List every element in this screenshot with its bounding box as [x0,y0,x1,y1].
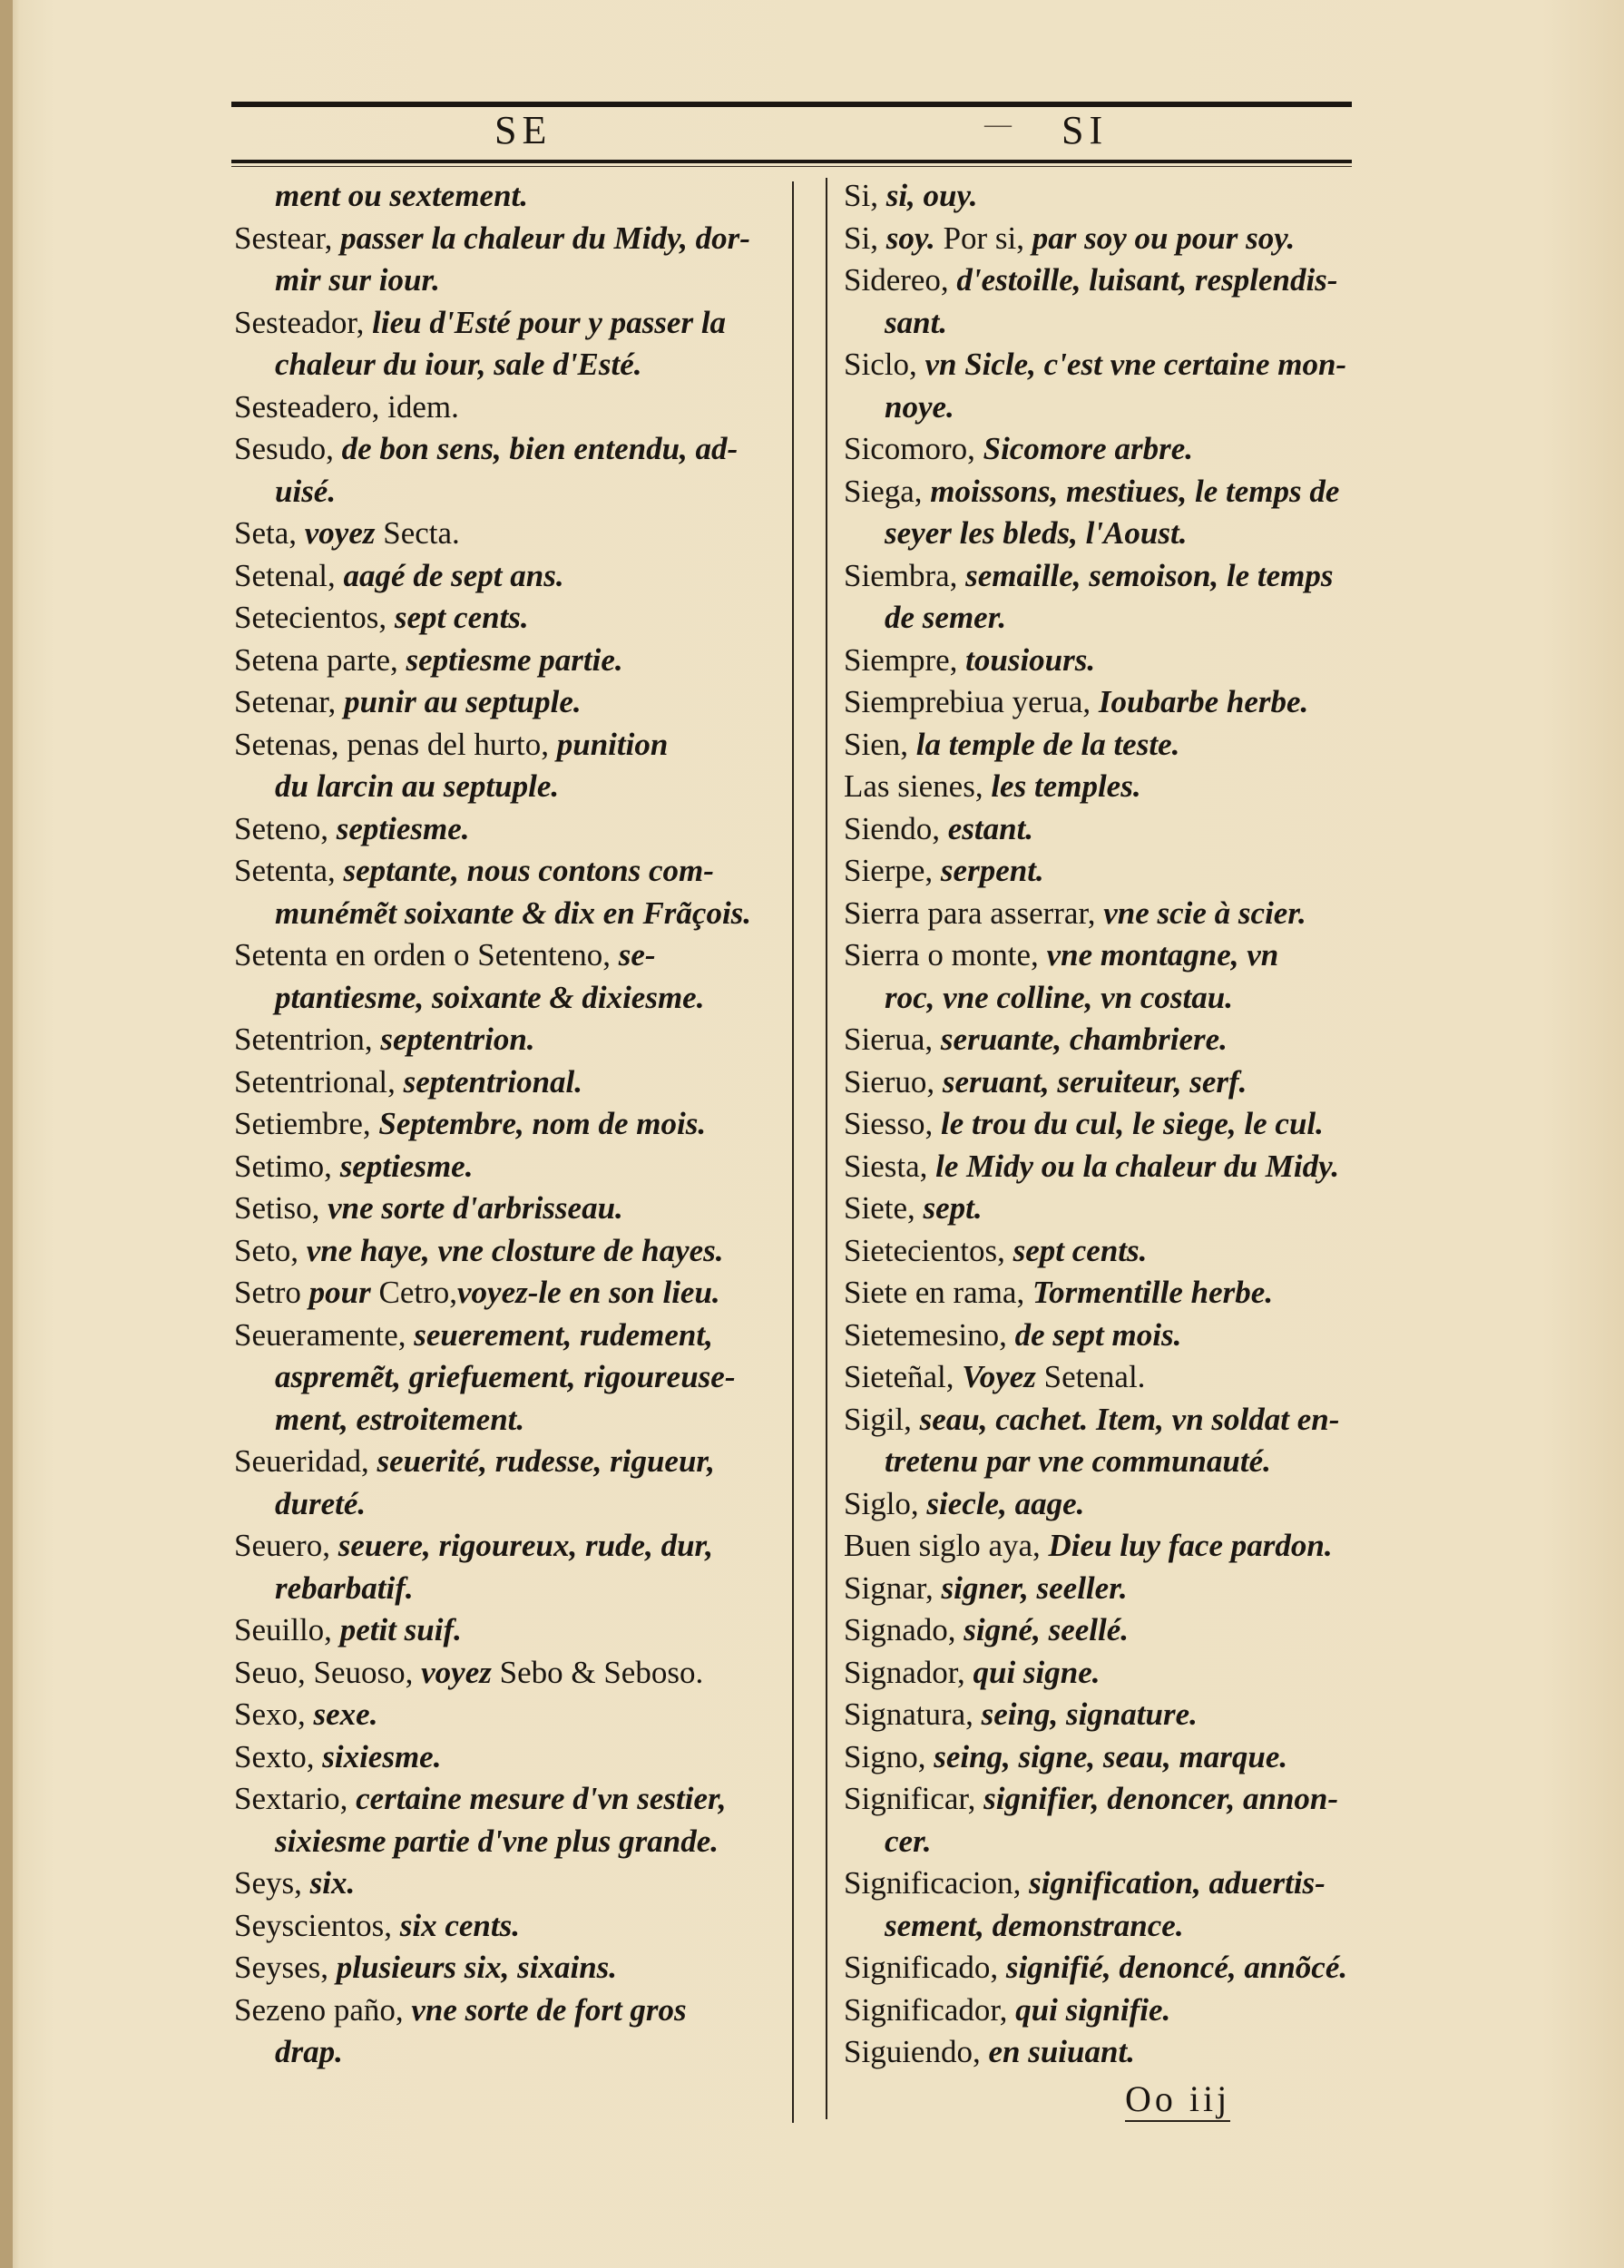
definition: certaine mesure d'vn sestier, [356,1781,727,1816]
definition: Septembre, nom de mois. [378,1106,707,1141]
definition: septiesme partie. [406,641,623,678]
headword: Siete en rama, [844,1275,1032,1310]
dictionary-entry [844,1736,1397,1779]
headword: Setentrional, [234,1063,404,1100]
running-head-right: SI [1061,108,1109,152]
headword-extra: Por si, [934,220,1032,256]
definition: semaille, semoison, le temps [965,557,1334,593]
definition: du larcin au septuple. [275,768,560,804]
definition: septentrional. [403,1063,583,1100]
definition: voyez [304,515,376,551]
definition: sixiesme. [322,1738,442,1774]
entry-continuation [844,977,1397,1020]
headword: Setiso, [234,1190,328,1226]
headword: Seto, [234,1232,307,1268]
headword: Seueridad, [234,1443,377,1479]
definition: vne haye, vne closture de hayes. [306,1232,724,1268]
definition: vne scie à scier. [1103,894,1306,931]
entry-continuation [234,175,789,218]
dictionary-entry [844,1568,1397,1610]
headword: Sierua, [844,1022,941,1057]
headword: Sien, [844,726,916,762]
entry-continuation [234,1356,789,1399]
dictionary-entry [234,1694,789,1736]
dictionary-entry [234,1315,789,1357]
definition: septante, nous contons com- [343,853,714,888]
definition: d'estoille, luisant, resplendis- [956,262,1338,298]
definition: de bon sens, bien entendu, ad- [341,431,739,466]
definition: sant. [885,304,948,340]
headword: Las sienes, [844,768,992,804]
headword: Signo, [844,1738,934,1774]
definition: noye. [885,388,954,425]
dictionary-entry [234,640,789,682]
column-rule-left [792,181,794,2123]
headword: Sestear, [234,220,341,256]
headword: Sesudo, [234,431,342,466]
definition: chaleur du iour, sale d'Esté. [275,347,642,382]
entry-continuation [234,893,789,935]
dictionary-entry [234,1019,789,1061]
dictionary-entry [234,724,789,767]
headword: Siega, [844,473,931,509]
definition: punir au septuple. [344,684,582,719]
dictionary-entry [234,1947,789,1989]
dictionary-entry [234,1609,789,1652]
dictionary-entry [844,1230,1397,1273]
definition: six cents. [399,1907,520,1943]
definition: ment, estroitement. [275,1401,525,1437]
headword: Sexo, [234,1696,314,1732]
dictionary-entry [844,1019,1397,1061]
definition: se- [618,937,656,973]
headword: Seyses, [234,1950,337,1985]
headword: Sidereo, [844,262,957,298]
definition: de semer. [885,600,1007,635]
dictionary-entry [844,850,1397,893]
dictionary-entry [844,893,1397,935]
entry-continuation [844,302,1397,345]
dictionary-entry [844,1525,1397,1568]
headword: Sierpe, [844,853,941,888]
headword: Seuo, Seuoso, [234,1654,422,1690]
dictionary-entry [234,850,789,893]
right-column [844,175,1397,2074]
dictionary-entry [234,1441,789,1483]
headword: Sicomoro, [844,431,983,466]
header-rule-thin [231,166,1352,167]
definition: seing, signe, seau, marque. [934,1738,1288,1774]
definition: sixiesme partie d'vne plus grande. [275,1823,719,1859]
entry-continuation [234,1568,789,1610]
headword: Siesso, [844,1106,941,1141]
definition: la temple de la teste. [915,726,1180,762]
dictionary-entry [234,1272,789,1315]
signature-mark: Oo iij [1125,2078,1231,2119]
headword: Setena parte, [234,641,406,678]
definition: les temples. [991,768,1141,804]
definition: vne sorte d'arbrisseau. [328,1190,623,1226]
dictionary-entry [234,1103,789,1146]
definition: signifier, denoncer, annon- [983,1781,1339,1816]
definition: signification, aduertis- [1029,1865,1326,1901]
definition: Dieu luy face pardon. [1048,1528,1333,1563]
headword-extra: Sebo & Seboso. [491,1654,704,1690]
dictionary-entry [844,640,1397,682]
definition: sexe. [313,1696,378,1732]
dictionary-entry [844,344,1397,386]
definition: uisé. [275,473,337,509]
dictionary-entry [844,428,1397,471]
headword: Sesteador, [234,304,373,340]
headword: Siglo, [844,1485,927,1521]
definition: signer, seeller. [941,1569,1128,1606]
headword: Setenta en orden o Setenteno, [234,937,619,973]
dictionary-entry [844,1188,1397,1230]
definition: roc, vne colline, vn costau. [885,979,1233,1015]
headword: Sieruo, [844,1063,943,1100]
dictionary-entry [234,1736,789,1779]
definition: plusieurs six, sixains. [336,1950,618,1985]
definition: seuerement, rudement, [414,1316,713,1353]
definition: Tormentille herbe. [1032,1275,1274,1310]
header-rule-bottom [231,160,1352,163]
dictionary-entry [844,2031,1397,2074]
headword: Seyscientos, [234,1907,400,1943]
definition: punition [556,726,669,762]
headword: Signatura, [844,1696,982,1732]
headword: Seueramente, [234,1316,415,1353]
entry-continuation [844,513,1397,555]
headword: Sextario, [234,1781,357,1816]
dictionary-entry [234,1146,789,1188]
definition: sept. [923,1190,983,1226]
definition: serpent. [940,853,1044,888]
headword: Signar, [844,1569,942,1606]
dictionary-entry [844,1989,1397,2032]
headword: Siesta, [844,1148,936,1184]
headword: Sexto, [234,1738,323,1774]
headword: Siempre, [844,641,966,678]
definition: ment ou sextement. [275,178,529,213]
definition: septiesme. [336,810,470,846]
dictionary-entry [844,724,1397,767]
headword: Sieteñal, [844,1359,963,1394]
headword: Setiembre, [234,1106,379,1141]
definition: signifié, denoncé, annõcé. [1005,1950,1348,1985]
running-head-left: SE [494,108,553,152]
headword: Siembra, [844,557,966,593]
definition: mir sur iour. [275,262,440,298]
running-head-ornament: — [984,109,1012,139]
headword-extra: Setenal. [1035,1359,1146,1394]
definition-extra: voyez-le en son lieu. [457,1275,720,1310]
dictionary-entry [234,386,789,429]
definition: vn Sicle, c'est vne certaine mon- [925,347,1347,382]
definition: Sicomore arbre. [983,431,1193,466]
dictionary-entry [844,1609,1397,1652]
headword: Siclo, [844,347,925,382]
definition: tousiours. [965,641,1096,678]
entry-continuation [844,386,1397,429]
definition: le Midy ou la chaleur du Midy. [935,1148,1340,1184]
headword: Siendo, [844,810,948,846]
definition: de sept mois. [1014,1316,1182,1353]
entry-continuation [844,597,1397,640]
dictionary-entry [234,808,789,851]
definition: seruant, seruiteur, serf. [942,1063,1247,1100]
dictionary-entry [844,766,1397,808]
headword: Significado, [844,1950,1006,1985]
entry-continuation [234,1483,789,1526]
headword: Siemprebiua yerua, [844,684,1099,719]
definition: ptantiesme, soixante & dixiesme. [275,979,705,1015]
dictionary-entry [844,175,1397,218]
entry-continuation [844,1441,1397,1483]
dictionary-entry [844,1694,1397,1736]
definition: dureté. [275,1485,367,1521]
headword-extra: Cetro, [370,1275,457,1310]
dictionary-entry [844,934,1397,977]
headword: Sezeno paño, [234,1991,412,2028]
definition: septiesme. [339,1148,474,1184]
definition: cer. [885,1823,932,1859]
dictionary-entry [844,259,1397,302]
dictionary-entry [234,681,789,724]
definition: munémẽt soixante & dix en Frãçois. [275,894,752,931]
dictionary-entry [234,1905,789,1948]
headword: Sietecientos, [844,1232,1013,1268]
definition: Voyez [962,1359,1036,1394]
dictionary-entry [234,1188,789,1230]
headword: Significador, [844,1991,1016,2028]
headword: Signador, [844,1654,973,1690]
headword-extra: Secta. [375,515,460,551]
dictionary-entry [844,1315,1397,1357]
definition: si, ouy. [885,178,978,213]
definition: soy. [885,220,935,256]
definition: lieu d'Esté pour y passer la [372,304,727,340]
headword: Siguiendo, [844,2034,989,2069]
dictionary-entry [844,1103,1397,1146]
entry-continuation [234,344,789,386]
dictionary-entry [234,1061,789,1104]
headword: Setenar, [234,684,345,719]
dictionary-entry [234,1862,789,1905]
dictionary-entry [234,302,789,345]
definition: pour [308,1275,371,1310]
headword: Seuillo, [234,1612,340,1647]
definition: seyer les bleds, l'Aoust. [885,515,1188,551]
definition: rebarbatif. [275,1569,414,1606]
dictionary-entry [844,218,1397,260]
definition: seruante, chambriere. [940,1022,1228,1057]
dictionary-entry [234,597,789,640]
entry-continuation [234,259,789,302]
definition: estant. [947,810,1034,846]
dictionary-entry [234,1778,789,1821]
headword: Seys, [234,1865,310,1901]
headword: Signado, [844,1612,964,1647]
definition: vne sorte de fort gros [411,1991,687,2028]
headword: Si, [844,220,886,256]
definition: aagé de sept ans. [343,557,564,593]
dictionary-entry [844,1483,1397,1526]
dictionary-entry [234,1525,789,1568]
headword: Seta, [234,515,305,551]
headword: Setenas, penas del hurto, [234,726,557,762]
dictionary-entry [844,1399,1397,1442]
headword: Setro [234,1275,309,1310]
headword: Sietemesino, [844,1316,1015,1353]
definition: signé, seellé. [964,1612,1130,1647]
headword: Setimo, [234,1148,340,1184]
entry-continuation [234,977,789,1020]
definition: drap. [275,2034,343,2069]
definition: voyez [421,1654,492,1690]
headword: Setenta, [234,853,344,888]
definition: six. [309,1865,356,1901]
column-rule-right [826,178,827,2119]
entry-continuation [844,1821,1397,1863]
headword: Significacion, [844,1865,1030,1901]
dictionary-entry [844,1652,1397,1695]
header-rule-top [231,102,1352,107]
definition: vne montagne, vn [1046,937,1279,973]
entry-continuation [234,1399,789,1442]
dictionary-entry [844,471,1397,513]
headword: Sierra o monte, [844,937,1047,973]
left-column [234,175,789,2074]
definition: sept cents. [394,600,529,635]
dictionary-entry [234,555,789,598]
dictionary-entry [234,1989,789,2032]
definition: seing, signature. [981,1696,1198,1732]
definition: seuere, rigoureux, rude, dur, [338,1528,713,1563]
entry-continuation [844,1905,1397,1948]
definition: en suiuant. [988,2034,1135,2069]
dictionary-entry [844,1356,1397,1399]
headword: Setecientos, [234,600,395,635]
headword: Sierra para asserrar, [844,894,1104,931]
definition: petit suif. [339,1612,462,1647]
dictionary-entry [234,1230,789,1273]
dictionary-entry [844,1146,1397,1188]
dictionary-entry [844,1778,1397,1821]
definition: moissons, mestiues, le temps de [930,473,1340,509]
entry-continuation [234,766,789,808]
definition-extra: par soy ou pour soy. [1032,220,1296,256]
definition: Ioubarbe herbe. [1098,684,1309,719]
definition: sept cents. [1013,1232,1148,1268]
headword: Seteno, [234,810,337,846]
dictionary-entry [234,1652,789,1695]
headword: Seuero, [234,1528,338,1563]
definition: septentrion. [380,1022,535,1057]
entry-continuation [234,1821,789,1863]
dictionary-entry [234,513,789,555]
dictionary-entry [844,1862,1397,1905]
dictionary-entry [844,555,1397,598]
headword: Sesteadero, idem. [234,388,459,425]
definition: seau, cachet. Item, vn soldat en- [919,1401,1340,1437]
headword: Setentrion, [234,1022,381,1057]
headword: Sigil, [844,1401,920,1437]
dictionary-entry [234,934,789,977]
headword: Buen siglo aya, [844,1528,1049,1563]
definition: siecle, aage. [926,1485,1085,1521]
entry-continuation [234,471,789,513]
dictionary-entry [844,1272,1397,1315]
dictionary-entry [844,808,1397,851]
definition: qui signe. [973,1654,1101,1690]
entry-continuation [234,2031,789,2074]
definition: tretenu par vne communauté. [885,1443,1271,1479]
definition: qui signifie. [1015,1991,1171,2028]
definition: seuerité, rudesse, rigueur, [377,1443,715,1479]
definition: le trou du cul, le siege, le cul. [940,1106,1324,1141]
dictionary-entry [234,428,789,471]
headword: Significar, [844,1781,984,1816]
headword: Setenal, [234,557,344,593]
definition: passer la chaleur du Midy, dor- [340,220,750,256]
dictionary-entry [844,1947,1397,1989]
dictionary-entry [234,218,789,260]
dictionary-entry [844,681,1397,724]
headword: Siete, [844,1190,924,1226]
headword: Si, [844,178,886,213]
dictionary-entry [844,1061,1397,1104]
definition: aspremẽt, griefuement, rigoureuse- [275,1359,736,1394]
definition: sement, demonstrance. [885,1907,1184,1943]
